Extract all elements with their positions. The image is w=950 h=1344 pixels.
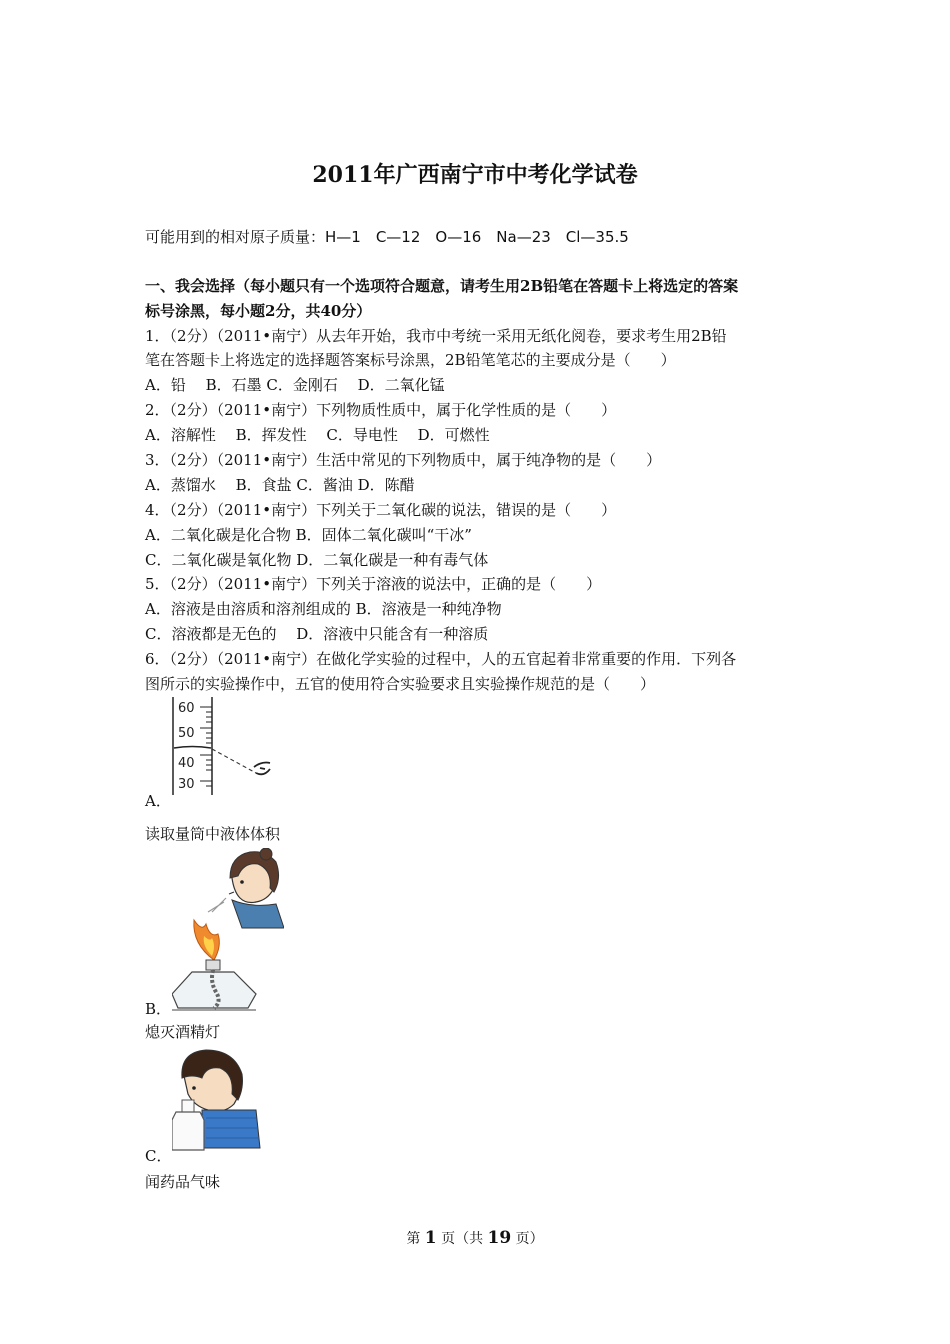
q3-stem: 3．（2分）（2011•南宁）生活中常见的下列物质中，属于纯净物的是（ ） [145, 451, 662, 469]
section1-heading-line1: 一、我会选择（每小题只有一个选项符合题意，请考生用2B铅笔在答题卡上将选定的答案 [145, 277, 739, 295]
atomic-mass-line: 可能用到的相对原子质量：H—1 C—12 O—16 Na—23 Cl—35.5 [145, 228, 629, 246]
girl-head-icon [229, 848, 284, 928]
q5-options-line1: A．溶液是由溶质和溶剂组成的 B．溶液是一种纯净物 [145, 600, 502, 618]
q1-options: A．铅 B．石墨 C．金刚石 D．二氧化锰 [145, 376, 445, 394]
q3-options: A．蒸馏水 B．食盐 C．酱油 D．陈醋 [145, 476, 415, 494]
q6-line2: 图所示的实验操作中，五官的使用符合实验要求且实验操作规范的是（ ） [145, 675, 656, 693]
q4-stem: 4．（2分）（2011•南宁）下列关于二氧化碳的说法，错误的是（ ） [145, 501, 617, 519]
q2-stem: 2．（2分）（2011•南宁）下列物质性质中，属于化学性质的是（ ） [145, 401, 617, 419]
q1-line2: 笔在答题卡上将选定的选择题答案标号涂黑，2B铅笔笔芯的主要成分是（ ） [145, 351, 676, 369]
tick-label: 50 [178, 726, 195, 741]
page-title: 2011年广西南宁市中考化学试卷 [312, 162, 638, 188]
q4-options-line1: A．二氧化碳是化合物 B．固体二氧化碳叫“干冰” [145, 526, 472, 544]
figure-b-caption: 熄灭酒精灯 [145, 1023, 221, 1041]
q4-options-line2: C．二氧化碳是氧化物 D．二氧化碳是一种有毒气体 [145, 551, 489, 569]
figure-a-caption: 读取量筒中液体体积 [145, 825, 281, 843]
graduated-cylinder-figure [170, 697, 280, 797]
flame-icon [194, 920, 220, 960]
footer-middle: 页（共 [436, 1231, 488, 1247]
q6-line1: 6．（2分）（2011•南宁）在做化学实验的过程中，人的五官起着非常重要的作用．下列各 [145, 650, 737, 668]
footer-prefix: 第 [406, 1231, 425, 1247]
footer-total-pages: 19 [487, 1228, 512, 1248]
alcohol-lamp-figure [172, 848, 284, 1014]
smelling-figure [172, 1048, 264, 1152]
figure-c-label: C． [145, 1147, 172, 1165]
lamp-wick-holder-icon [206, 960, 220, 970]
footer-page-number: 1 [424, 1228, 437, 1248]
q1-line1: 1．（2分）（2011•南宁）从去年开始，我市中考统一采用无纸化阅卷，要求考生用2B铅 [145, 327, 727, 345]
q5-options-line2: C．溶液都是无色的 D．溶液中只能含有一种溶质 [145, 625, 489, 643]
tick-label: 40 [178, 756, 195, 771]
q5-stem: 5．（2分）（2011•南宁）下列关于溶液的说法中，正确的是（ ） [145, 575, 602, 593]
figure-a-label: A． [145, 792, 171, 810]
eye-icon [254, 763, 270, 775]
figure-b-label: B． [145, 1000, 172, 1018]
tick-label: 30 [178, 777, 195, 792]
section1-heading-line2: 标号涂黑，每小题2分，共40分） [145, 302, 372, 320]
tick-label: 60 [178, 701, 195, 716]
reagent-bottle-icon [172, 1100, 204, 1150]
figure-c-caption: 闻药品气味 [145, 1173, 221, 1191]
q2-options: A．溶解性 B．挥发性 C．导电性 D．可燃性 [145, 426, 490, 444]
page-footer [0, 1228, 950, 1248]
footer-suffix: 页） [511, 1231, 544, 1247]
